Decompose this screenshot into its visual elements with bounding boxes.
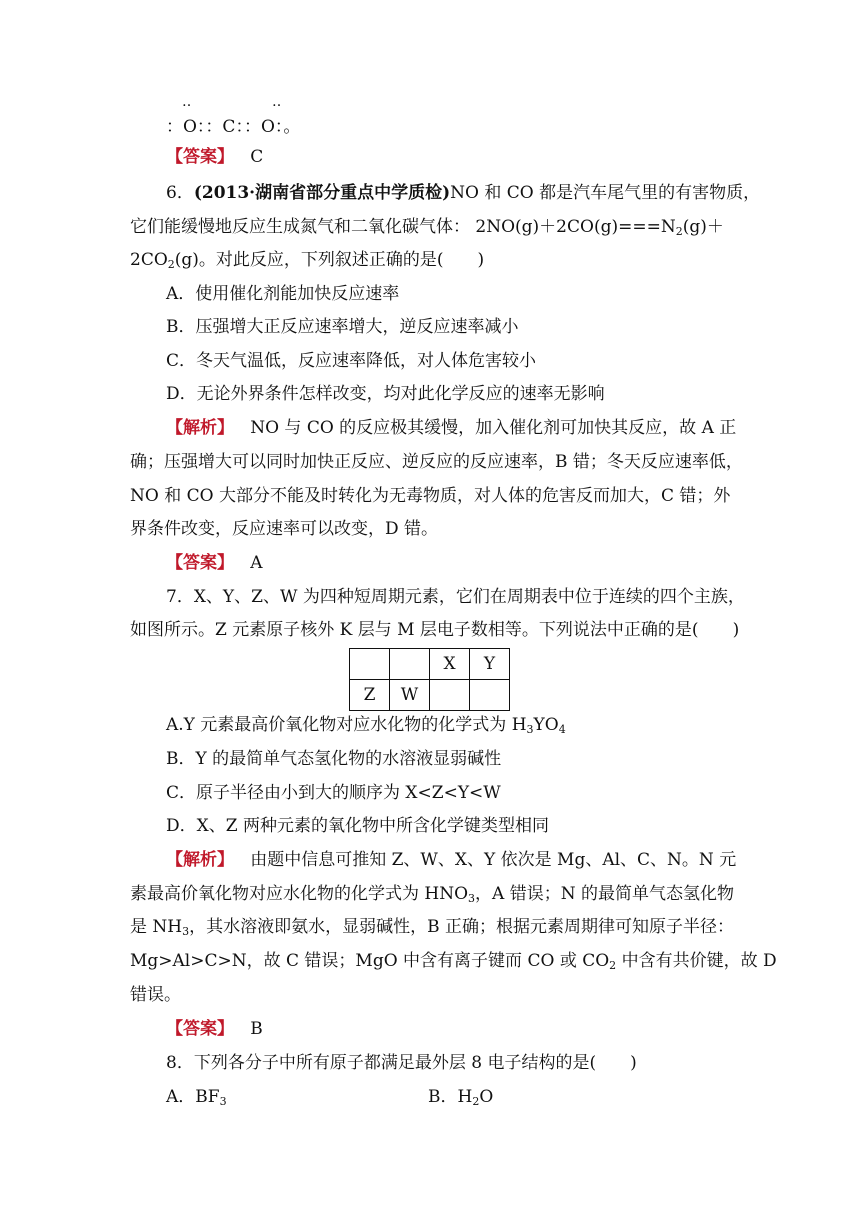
- subscript: 2: [675, 225, 683, 238]
- subscript: 3: [182, 925, 190, 938]
- q6-stem-line-2: [130, 216, 724, 238]
- stem-text: NO 和 CO 都是汽车尾气里的有害物质，: [450, 183, 761, 203]
- analysis-tag: 【解析】: [166, 418, 234, 438]
- equation-part: 2CO: [130, 250, 168, 270]
- lone-pair-dots: ‥: [182, 94, 194, 110]
- q6-analysis-line-3: NO 和 CO 大部分不能及时转化为无毒物质，对人体的危害反而加大，C 错；外: [130, 486, 731, 506]
- q7-option-c: C．原子半径由小到大的顺序为 X<Z<Y<W: [166, 783, 501, 803]
- analysis-text: NO 与 CO 的反应极其缓慢，加入催化剂可加快其反应，故 A 正: [250, 418, 737, 438]
- option-text: O: [479, 1087, 494, 1107]
- subscript: 3: [219, 1095, 227, 1108]
- table-row: [350, 649, 510, 680]
- q7-analysis-line-1: [166, 849, 736, 871]
- lewis-formula: ：O：：C：：O：。: [166, 117, 301, 137]
- table-cell: [430, 680, 470, 711]
- q7-analysis-line-2: [130, 883, 734, 905]
- analysis-tag: 【解析】: [166, 850, 234, 870]
- q7-option-d: D．X、Z 两种元素的氧化物中所含化学键类型相同: [166, 816, 549, 836]
- table-row: [350, 680, 510, 711]
- q6-option-b: B．压强增大正反应速率增大，逆反应速率减小: [166, 317, 519, 337]
- analysis-text: Mg>Al>C>N，故 C 错误；MgO 中含有离子键而 CO 或 CO: [130, 951, 610, 971]
- q5-answer: [166, 146, 263, 168]
- answer-tag: 【答案】: [166, 1019, 234, 1039]
- q7-answer: [166, 1018, 263, 1040]
- answer-value: B: [250, 1019, 263, 1039]
- q6-stem-line-3: [130, 249, 484, 271]
- option-text: B．H: [428, 1087, 473, 1107]
- table-cell: Y: [470, 649, 510, 680]
- subscript: 2: [167, 258, 175, 271]
- answer-value: A: [250, 553, 263, 573]
- analysis-text: 由题中信息可推知 Z、W、X、Y 依次是 Mg、Al、C、N。N 元: [250, 850, 737, 870]
- q7-option-a: [166, 714, 566, 736]
- subscript: 3: [526, 723, 534, 736]
- analysis-text: 中含有共价键，故 D: [621, 951, 777, 971]
- periodic-table-fragment: [349, 648, 510, 711]
- table-cell: X: [430, 649, 470, 680]
- answer-value: C: [250, 147, 264, 167]
- q6-analysis-line-4: 界条件改变，反应速率可以改变，D 错。: [130, 519, 439, 539]
- q6-stem-line-1: [166, 182, 760, 204]
- table-cell: [470, 680, 510, 711]
- stem-text: (g)。对此反应，下列叙述正确的是( ): [174, 250, 485, 270]
- equation-part: 2NO(g)＋2CO(g)===N: [475, 217, 676, 237]
- analysis-text: ，其水溶液即氨水，显弱碱性，B 正确；根据元素周期律可知原子半径：: [189, 917, 735, 937]
- q7-option-b: B．Y 的最简单气态氢化物的水溶液显弱碱性: [166, 749, 502, 769]
- q7-stem-line-2: 如图所示。Z 元素原子核外 K 层与 M 层电子数相等。下列说法中正确的是( ): [130, 620, 740, 640]
- q6-analysis-line-1: [166, 417, 736, 439]
- question-number: 6．: [166, 183, 194, 203]
- q6-answer: [166, 552, 263, 574]
- table-cell: Z: [350, 680, 390, 711]
- option-text: A.Y 元素最高价氧化物对应水化物的化学式为 H: [166, 715, 527, 735]
- question-source: (2013·湖南省部分重点中学质检): [193, 183, 451, 203]
- q6-option-d: D．无论外界条件怎样改变，均对此化学反应的速率无影响: [166, 384, 605, 404]
- analysis-text: ，A 错误；N 的最简单气态氢化物: [475, 884, 735, 904]
- subscript: 2: [472, 1095, 480, 1108]
- option-text: YO: [533, 715, 559, 735]
- option-text: A．BF: [166, 1087, 220, 1107]
- answer-tag: 【答案】: [166, 147, 234, 167]
- analysis-text: 素最高价氧化物对应水化物的化学式为 HNO: [130, 884, 469, 904]
- table-cell: [390, 649, 430, 680]
- analysis-text: 是 NH: [130, 917, 183, 937]
- q8-options-row: [166, 1086, 726, 1108]
- answer-tag: 【答案】: [166, 553, 234, 573]
- q8-stem: 8．下列各分子中所有原子都满足最外层 8 电子结构的是( ): [166, 1053, 637, 1073]
- q6-option-c: C．冬天气温低，反应速率降低，对人体危害较小: [166, 351, 537, 371]
- subscript: 2: [609, 959, 617, 972]
- subscript: 4: [558, 723, 566, 736]
- stem-text: 它们能缓慢地反应生成氮气和二氧化碳气体：: [130, 217, 470, 237]
- table-cell: [350, 649, 390, 680]
- q7-analysis-line-3: [130, 916, 734, 938]
- q8-option-a: [166, 1087, 227, 1107]
- q7-analysis-line-5: 错误。: [130, 985, 181, 1005]
- q8-option-b: [428, 1086, 493, 1108]
- q6-option-a: A．使用催化剂能加快反应速率: [166, 284, 400, 304]
- co2-lewis-structure: [166, 94, 366, 137]
- q7-stem-line-1: 7．X、Y、Z、W 为四种短周期元素，它们在周期表中位于连续的四个主族，: [166, 587, 745, 607]
- subscript: 3: [468, 892, 476, 905]
- lone-pair-dots: ‥: [272, 94, 284, 110]
- q6-analysis-line-2: 确；压强增大可以同时加快正反应、逆反应的反应速率，B 错；冬天反应速率低，: [130, 452, 743, 472]
- table-cell: W: [390, 680, 430, 711]
- equation-part: (g)＋: [682, 217, 724, 237]
- q7-analysis-line-4: [130, 950, 777, 972]
